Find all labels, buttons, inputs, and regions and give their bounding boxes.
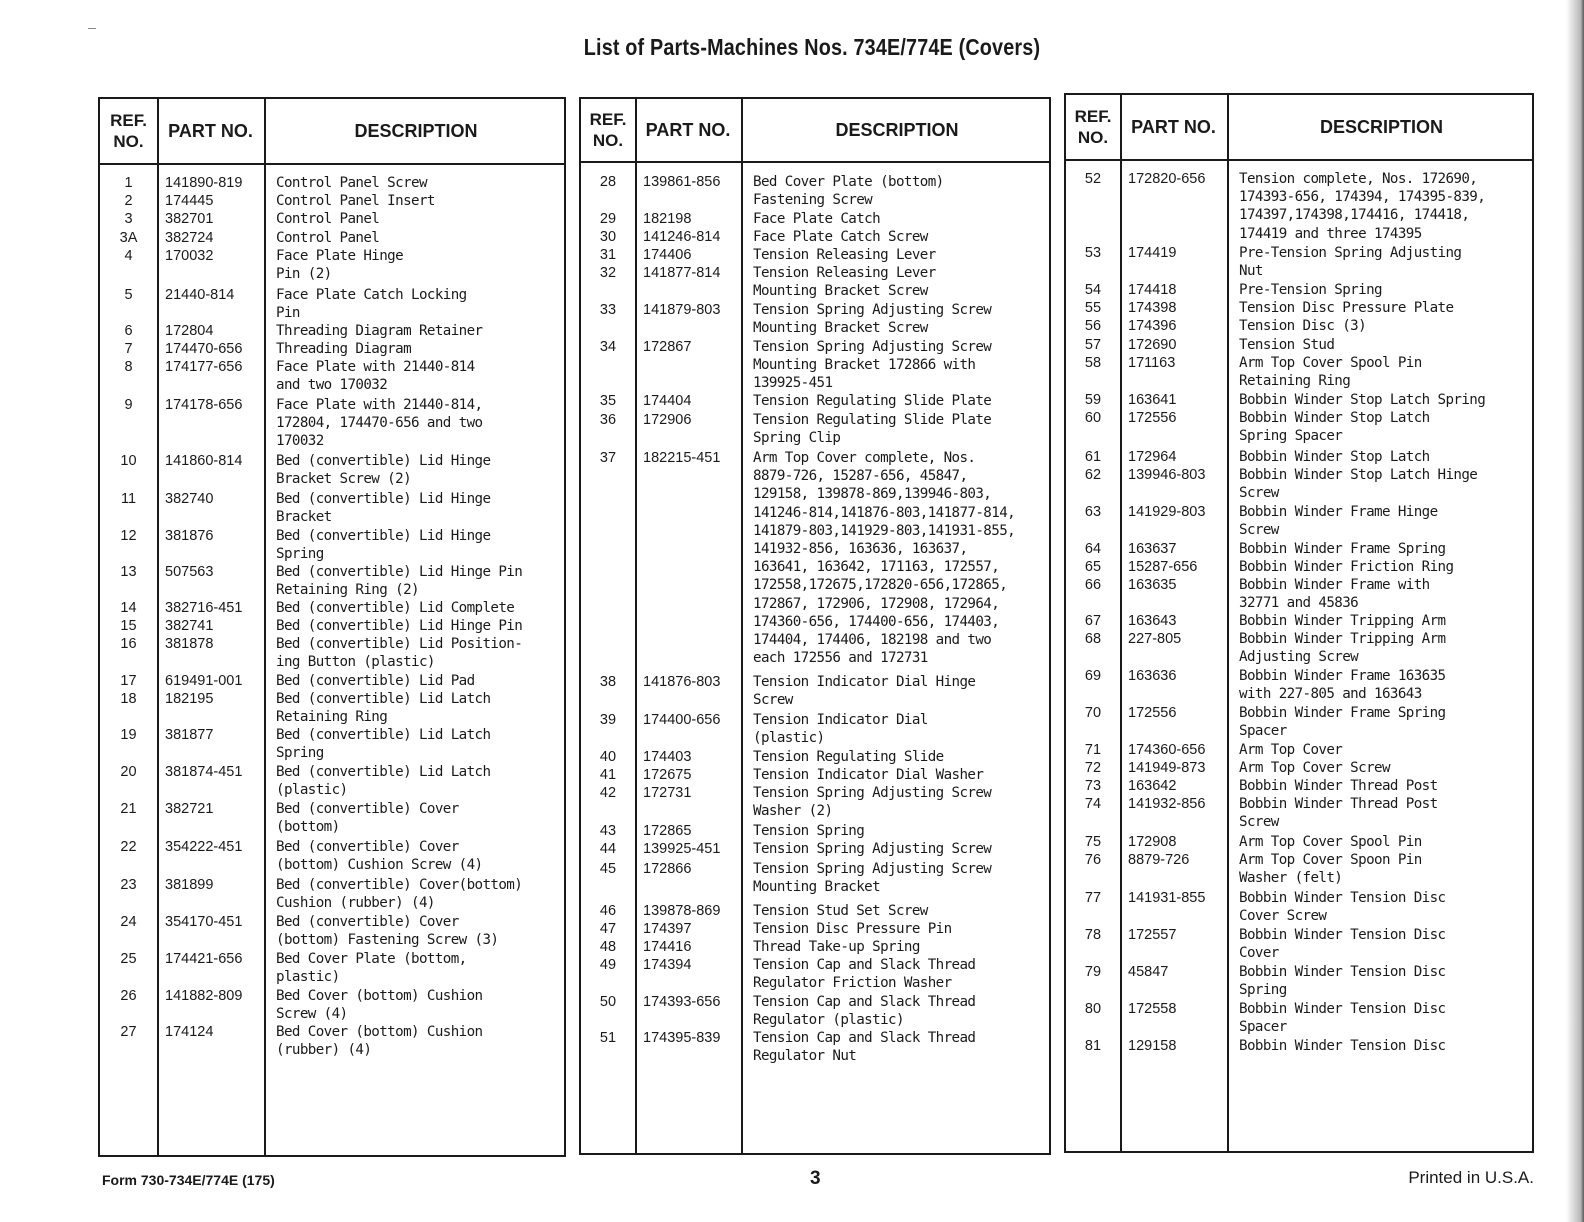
header-divider <box>581 161 1049 163</box>
part-number: 163642 <box>1128 778 1177 794</box>
part-description: Arm Top Cover Spoon Pin Washer (felt) <box>1239 852 1422 887</box>
part-description: Bed (convertible) Lid Hinge Pin <box>276 618 523 634</box>
ref-number: 8 <box>124 359 133 375</box>
part-number: 141877-814 <box>643 265 721 281</box>
ref-number: 47 <box>599 921 617 937</box>
part-description: Bobbin Winder Tension Disc Cover <box>1239 927 1446 962</box>
ref-number: 36 <box>599 412 617 428</box>
part-number: 381899 <box>165 877 214 893</box>
part-number: 174416 <box>643 939 692 955</box>
column-divider <box>264 99 266 1155</box>
header-part-no: PART NO. <box>645 119 731 140</box>
part-description: Bobbin Winder Tension Disc Spacer <box>1239 1001 1446 1036</box>
part-number: 139861-856 <box>643 174 721 190</box>
part-description: Bobbin Winder Tension Disc <box>1239 1038 1446 1054</box>
part-number: 382721 <box>165 801 214 817</box>
part-description: Bobbin Winder Tension Disc Spring <box>1239 964 1446 999</box>
part-number: 163637 <box>1128 541 1177 557</box>
ref-number: 61 <box>1084 449 1102 465</box>
ref-number: 38 <box>599 674 617 690</box>
ref-number: 7 <box>124 341 133 357</box>
ref-number: 53 <box>1084 245 1102 261</box>
ref-number: 55 <box>1084 300 1102 316</box>
part-number: 172731 <box>643 785 692 801</box>
ref-number: 29 <box>599 211 617 227</box>
ref-number: 50 <box>599 994 617 1010</box>
part-description: Face Plate Catch <box>753 211 881 227</box>
ref-number: 15 <box>120 618 137 634</box>
part-description: Bed Cover (bottom) Cushion (rubber) (4) <box>276 1024 483 1059</box>
part-description: Face Plate with 21440-814, 172804, 174470-656 and two 170032 <box>276 397 483 450</box>
header-description: DESCRIPTION <box>354 120 478 141</box>
part-number: 174398 <box>1128 300 1177 316</box>
part-description: Bobbin Winder Tension Disc Cover Screw <box>1239 890 1446 925</box>
column-divider <box>741 99 743 1153</box>
part-description: Bobbin Winder Friction Ring <box>1239 559 1454 575</box>
part-description: Tension Stud <box>1239 337 1335 353</box>
column-divider <box>635 99 637 1153</box>
part-number: 174177-656 <box>165 359 243 375</box>
ref-number: 16 <box>120 636 137 652</box>
part-description: Tension Spring Adjusting Screw <box>753 841 992 857</box>
part-number: 141932-856 <box>1128 796 1206 812</box>
part-number: 172964 <box>1128 449 1177 465</box>
part-description: Tension Spring Adjusting Screw Washer (2) <box>753 785 992 820</box>
part-number: 382724 <box>165 230 214 246</box>
part-number: 174404 <box>643 393 692 409</box>
part-number: 172906 <box>643 412 692 428</box>
ref-number: 34 <box>599 339 617 355</box>
ref-number: 1 <box>124 175 133 191</box>
ref-number: 71 <box>1084 742 1102 758</box>
part-description: Tension Spring Adjusting Screw Mounting Bracket Screw <box>753 302 992 337</box>
part-description: Threading Diagram <box>276 341 412 357</box>
part-description: Bobbin Winder Thread Post <box>1239 778 1438 794</box>
part-description: Bobbin Winder Tripping Arm Adjusting Screw <box>1239 631 1446 666</box>
part-description: Bobbin Winder Stop Latch <box>1239 449 1430 465</box>
part-description: Bed (convertible) Cover (bottom) Fastening Screw (3) <box>276 914 499 949</box>
ref-number: 57 <box>1084 337 1102 353</box>
part-description: Arm Top Cover Spool Pin <box>1239 834 1422 850</box>
ref-number: 2 <box>124 193 133 209</box>
part-number: 172556 <box>1128 410 1177 426</box>
part-description: Bed (convertible) Lid Latch Retaining Ring <box>276 691 491 726</box>
parts-table-3 <box>1064 93 1534 1153</box>
ref-number: 70 <box>1084 705 1102 721</box>
ref-number: 75 <box>1084 834 1102 850</box>
part-number: 381878 <box>165 636 214 652</box>
part-description: Tension Regulating Slide Plate Spring Clip <box>753 412 992 447</box>
part-number: 15287-656 <box>1128 559 1198 575</box>
header-ref-no: REF. NO. <box>110 111 147 151</box>
part-description: Tension Spring Adjusting Screw Mounting Bracket <box>753 861 992 896</box>
part-description: Face Plate Catch Screw <box>753 229 928 245</box>
part-number: 163636 <box>1128 668 1177 684</box>
part-description: Bobbin Winder Stop Latch Hinge Screw <box>1239 467 1478 502</box>
ref-number: 62 <box>1084 467 1102 483</box>
ref-number: 4 <box>124 248 133 264</box>
ref-number: 51 <box>599 1030 617 1046</box>
part-description: Control Panel Insert <box>276 193 435 209</box>
part-description: Arm Top Cover Screw <box>1239 760 1390 776</box>
parts-table-2 <box>579 97 1051 1155</box>
header-divider <box>1066 159 1532 161</box>
part-number: 141931-855 <box>1128 890 1206 906</box>
part-description: Bed (convertible) Cover(bottom) Cushion (rubber) (4) <box>276 877 523 912</box>
part-number: 174124 <box>165 1024 214 1040</box>
ref-number: 79 <box>1084 964 1102 980</box>
part-number: 141860-814 <box>165 453 243 469</box>
ref-number: 37 <box>599 450 617 466</box>
part-description: Bobbin Winder Thread Post Screw <box>1239 796 1438 831</box>
ref-number: 26 <box>120 988 137 1004</box>
ref-number: 74 <box>1084 796 1102 812</box>
ref-number: 77 <box>1084 890 1102 906</box>
part-description: Tension complete, Nos. 172690, 174393-656, 174394, 174395-839, 174397,174398,174416, 174418, 174419 and three 174395 <box>1239 171 1486 242</box>
part-number: 381876 <box>165 528 214 544</box>
part-number: 172908 <box>1128 834 1177 850</box>
ref-number: 22 <box>120 839 137 855</box>
ref-number: 63 <box>1084 504 1102 520</box>
part-description: Bed Cover Plate (bottom, plastic) <box>276 951 467 986</box>
part-description: Bobbin Winder Frame with 32771 and 45836 <box>1239 577 1430 612</box>
ref-number: 39 <box>599 712 617 728</box>
ref-number: 58 <box>1084 355 1102 371</box>
ref-number: 20 <box>120 764 137 780</box>
ref-number: 9 <box>124 397 133 413</box>
part-description: Arm Top Cover Spool Pin Retaining Ring <box>1239 355 1422 390</box>
header-ref-no: REF. NO. <box>589 110 627 150</box>
ref-number: 67 <box>1084 613 1102 629</box>
ref-number: 3A <box>119 230 138 246</box>
part-description: Thread Take-up Spring <box>753 939 920 955</box>
ref-number: 31 <box>599 247 617 263</box>
part-description: Bed (convertible) Lid Latch Spring <box>276 727 491 762</box>
header-description: DESCRIPTION <box>835 119 959 140</box>
ref-number: 49 <box>599 957 617 973</box>
part-description: Bed (convertible) Cover (bottom) Cushion Screw (4) <box>276 839 483 874</box>
ref-number: 11 <box>120 491 137 507</box>
ref-number: 21 <box>120 801 137 817</box>
part-number: 382701 <box>165 211 214 227</box>
part-description: Tension Spring Adjusting Screw Mounting Bracket 172866 with 139925-451 <box>753 339 992 392</box>
ref-number: 17 <box>120 673 137 689</box>
ref-number: 27 <box>120 1024 137 1040</box>
part-description: Bed Cover (bottom) Cushion Screw (4) <box>276 988 483 1023</box>
ref-number: 41 <box>599 767 617 783</box>
part-description: Bed (convertible) Lid Position- ing Button (plastic) <box>276 636 523 671</box>
part-number: 174395-839 <box>643 1030 721 1046</box>
part-description: Tension Indicator Dial (plastic) <box>753 712 928 747</box>
part-number: 141882-809 <box>165 988 243 1004</box>
ref-number: 43 <box>599 823 617 839</box>
ref-number: 42 <box>599 785 617 801</box>
part-number: 174419 <box>1128 245 1177 261</box>
ref-number: 68 <box>1084 631 1102 647</box>
part-number: 172866 <box>643 861 692 877</box>
part-number: 174360-656 <box>1128 742 1206 758</box>
ref-number: 30 <box>599 229 617 245</box>
part-description: Tension Indicator Dial Washer <box>753 767 984 783</box>
part-description: Tension Stud Set Screw <box>753 903 928 919</box>
part-number: 172820-656 <box>1128 171 1206 187</box>
part-number: 141949-873 <box>1128 760 1206 776</box>
part-description: Bed (convertible) Lid Complete <box>276 600 515 616</box>
part-number: 174445 <box>165 193 214 209</box>
part-number: 172804 <box>165 323 214 339</box>
ref-number: 81 <box>1084 1038 1102 1054</box>
column-divider <box>1120 95 1122 1151</box>
column-divider <box>1227 95 1229 1151</box>
header-description: DESCRIPTION <box>1319 116 1443 137</box>
part-description: Tension Indicator Dial Hinge Screw <box>753 674 976 709</box>
part-number: 163643 <box>1128 613 1177 629</box>
part-description: Bobbin Winder Frame 163635 with 227-805 and 163643 <box>1239 668 1446 703</box>
part-number: 139878-869 <box>643 903 721 919</box>
parts-table-1 <box>98 97 566 1157</box>
part-number: 174396 <box>1128 318 1177 334</box>
part-description: Tension Disc (3) <box>1239 318 1367 334</box>
ref-number: 19 <box>120 727 137 743</box>
part-description: Pre-Tension Spring Adjusting Nut <box>1239 245 1462 280</box>
ref-number: 60 <box>1084 410 1102 426</box>
printed-in-note: Printed in U.S.A. <box>1408 1168 1534 1187</box>
part-number: 172557 <box>1128 927 1177 943</box>
part-description: Bed (convertible) Cover (bottom) <box>276 801 459 836</box>
part-number: 141876-803 <box>643 674 721 690</box>
part-number: 141890-819 <box>165 175 243 191</box>
part-description: Face Plate with 21440-814 and two 170032 <box>276 359 475 394</box>
part-number: 174178-656 <box>165 397 243 413</box>
part-number: 139946-803 <box>1128 467 1206 483</box>
part-description: Tension Cap and Slack Thread Regulator (plastic) <box>753 994 976 1029</box>
ref-number: 66 <box>1084 577 1102 593</box>
part-description: Bed (convertible) Lid Hinge Pin Retaining Ring (2) <box>276 564 523 599</box>
ref-number: 45 <box>599 861 617 877</box>
part-number: 182195 <box>165 691 214 707</box>
part-number: 163635 <box>1128 577 1177 593</box>
part-description: Bobbin Winder Tripping Arm <box>1239 613 1446 629</box>
part-number: 182215-451 <box>643 450 721 466</box>
part-number: 174397 <box>643 921 692 937</box>
ref-number: 69 <box>1084 668 1102 684</box>
part-number: 354170-451 <box>165 914 243 930</box>
part-number: 45847 <box>1128 964 1169 980</box>
part-number: 172690 <box>1128 337 1177 353</box>
part-number: 507563 <box>165 564 214 580</box>
ref-number: 52 <box>1084 171 1102 187</box>
part-description: Tension Releasing Lever Mounting Bracket Screw <box>753 265 936 300</box>
ref-number: 59 <box>1084 392 1102 408</box>
ref-number: 18 <box>120 691 137 707</box>
part-number: 182198 <box>643 211 692 227</box>
part-number: 172558 <box>1128 1001 1177 1017</box>
part-number: 171163 <box>1128 355 1176 371</box>
part-description: Bobbin Winder Frame Spring Spacer <box>1239 705 1446 740</box>
part-description: Bobbin Winder Stop Latch Spring <box>1239 392 1486 408</box>
part-number: 174406 <box>643 247 692 263</box>
ref-number: 73 <box>1084 778 1102 794</box>
part-number: 141929-803 <box>1128 504 1206 520</box>
ref-number: 35 <box>599 393 617 409</box>
part-description: Tension Cap and Slack Thread Regulator Friction Washer <box>753 957 976 992</box>
part-description: Bed (convertible) Lid Pad <box>276 673 475 689</box>
column-divider <box>157 99 159 1155</box>
part-number: 227-805 <box>1128 631 1182 647</box>
ref-number: 23 <box>120 877 137 893</box>
part-number: 354222-451 <box>165 839 243 855</box>
ref-number: 32 <box>599 265 617 281</box>
ref-number: 48 <box>599 939 617 955</box>
part-description: Bed (convertible) Lid Hinge Bracket Screw (2) <box>276 453 491 488</box>
part-number: 172865 <box>643 823 692 839</box>
part-description: Tension Releasing Lever <box>753 247 936 263</box>
part-description: Pre-Tension Spring <box>1239 282 1382 298</box>
ref-number: 80 <box>1084 1001 1102 1017</box>
part-number: 381877 <box>165 727 214 743</box>
part-description: Bed (convertible) Lid Hinge Bracket <box>276 491 491 526</box>
ref-number: 54 <box>1084 282 1102 298</box>
part-number: 172556 <box>1128 705 1177 721</box>
part-number: 382716-451 <box>165 600 243 616</box>
part-number: 139925-451 <box>643 841 721 857</box>
ref-number: 33 <box>599 302 617 318</box>
part-description: Bobbin Winder Stop Latch Spring Spacer <box>1239 410 1430 445</box>
part-description: Bobbin Winder Frame Spring <box>1239 541 1446 557</box>
part-description: Tension Disc Pressure Plate <box>1239 300 1454 316</box>
part-number: 170032 <box>165 248 214 264</box>
header-part-no: PART NO. <box>1131 116 1216 137</box>
part-number: 382740 <box>165 491 214 507</box>
part-number: 174393-656 <box>643 994 721 1010</box>
ref-number: 12 <box>120 528 137 544</box>
ref-number: 5 <box>124 287 133 303</box>
part-description: Arm Top Cover complete, Nos. 8879-726, 15287-656, 45847, 129158, 139878-869,139946-803, 141246-814,141876-803,141877-814, 141879-803,141929-803,141931-855, 141932-856, 163636, 163637, 163641, 163642, 171163, 172557, 172558,172675,172820-656,172865, 172867, 172906, 172908, 172964, 174360-656, 174400-656, 174403, 174404, 174406, 182198 and two each 172556 and 172731 <box>753 450 1016 667</box>
corner-mark <box>88 28 96 29</box>
part-number: 141246-814 <box>643 229 721 245</box>
header-ref-no: REF. NO. <box>1074 107 1112 147</box>
part-number: 141879-803 <box>643 302 721 318</box>
ref-number: 13 <box>120 564 137 580</box>
part-description: Bed (convertible) Lid Latch (plastic) <box>276 764 491 799</box>
part-description: Control Panel <box>276 230 380 246</box>
part-number: 619491-001 <box>165 673 243 689</box>
ref-number: 14 <box>120 600 137 616</box>
part-number: 174400-656 <box>643 712 721 728</box>
part-number: 172675 <box>643 767 692 783</box>
part-description: Tension Regulating Slide <box>753 749 944 765</box>
scan-edge-shadow <box>1566 0 1584 1222</box>
part-number: 172867 <box>643 339 692 355</box>
part-number: 174403 <box>643 749 692 765</box>
ref-number: 64 <box>1084 541 1102 557</box>
part-number: 163641 <box>1128 392 1177 408</box>
part-description: Face Plate Catch Locking Pin <box>276 287 467 322</box>
part-description: Tension Disc Pressure Pin <box>753 921 952 937</box>
part-number: 174421-656 <box>165 951 243 967</box>
ref-number: 25 <box>120 951 137 967</box>
part-description: Tension Spring <box>753 823 865 839</box>
part-description: Arm Top Cover <box>1239 742 1343 758</box>
page-number: 3 <box>810 1168 821 1189</box>
part-description: Tension Cap and Slack Thread Regulator Nut <box>753 1030 976 1065</box>
part-number: 21440-814 <box>165 287 235 303</box>
ref-number: 44 <box>599 841 617 857</box>
ref-number: 56 <box>1084 318 1102 334</box>
part-description: Tension Regulating Slide Plate <box>753 393 992 409</box>
part-description: Control Panel Screw <box>276 175 427 191</box>
part-number: 174418 <box>1128 282 1177 298</box>
part-number: 129158 <box>1128 1038 1177 1054</box>
ref-number: 78 <box>1084 927 1102 943</box>
ref-number: 46 <box>599 903 617 919</box>
part-number: 381874-451 <box>165 764 243 780</box>
form-number: Form 730-734E/774E (175) <box>102 1172 275 1188</box>
page-title: List of Parts-Machines Nos. 734E/774E (Covers) <box>583 34 1041 60</box>
ref-number: 3 <box>124 211 133 227</box>
part-description: Control Panel <box>276 211 380 227</box>
ref-number: 76 <box>1084 852 1102 868</box>
ref-number: 40 <box>599 749 617 765</box>
part-number: 174394 <box>643 957 692 973</box>
ref-number: 65 <box>1084 559 1102 575</box>
header-divider <box>100 163 564 165</box>
ref-number: 72 <box>1084 760 1102 776</box>
ref-number: 24 <box>120 914 137 930</box>
part-number: 8879-726 <box>1128 852 1190 868</box>
part-description: Bobbin Winder Frame Hinge Screw <box>1239 504 1438 539</box>
ref-number: 10 <box>120 453 137 469</box>
ref-number: 28 <box>599 174 617 190</box>
part-number: 382741 <box>165 618 214 634</box>
part-number: 174470-656 <box>165 341 243 357</box>
header-part-no: PART NO. <box>168 120 253 141</box>
part-description: Bed Cover Plate (bottom) Fastening Screw <box>753 174 944 209</box>
part-description: Face Plate Hinge Pin (2) <box>276 248 404 283</box>
part-description: Threading Diagram Retainer <box>276 323 483 339</box>
ref-number: 6 <box>124 323 133 339</box>
part-description: Bed (convertible) Lid Hinge Spring <box>276 528 491 563</box>
